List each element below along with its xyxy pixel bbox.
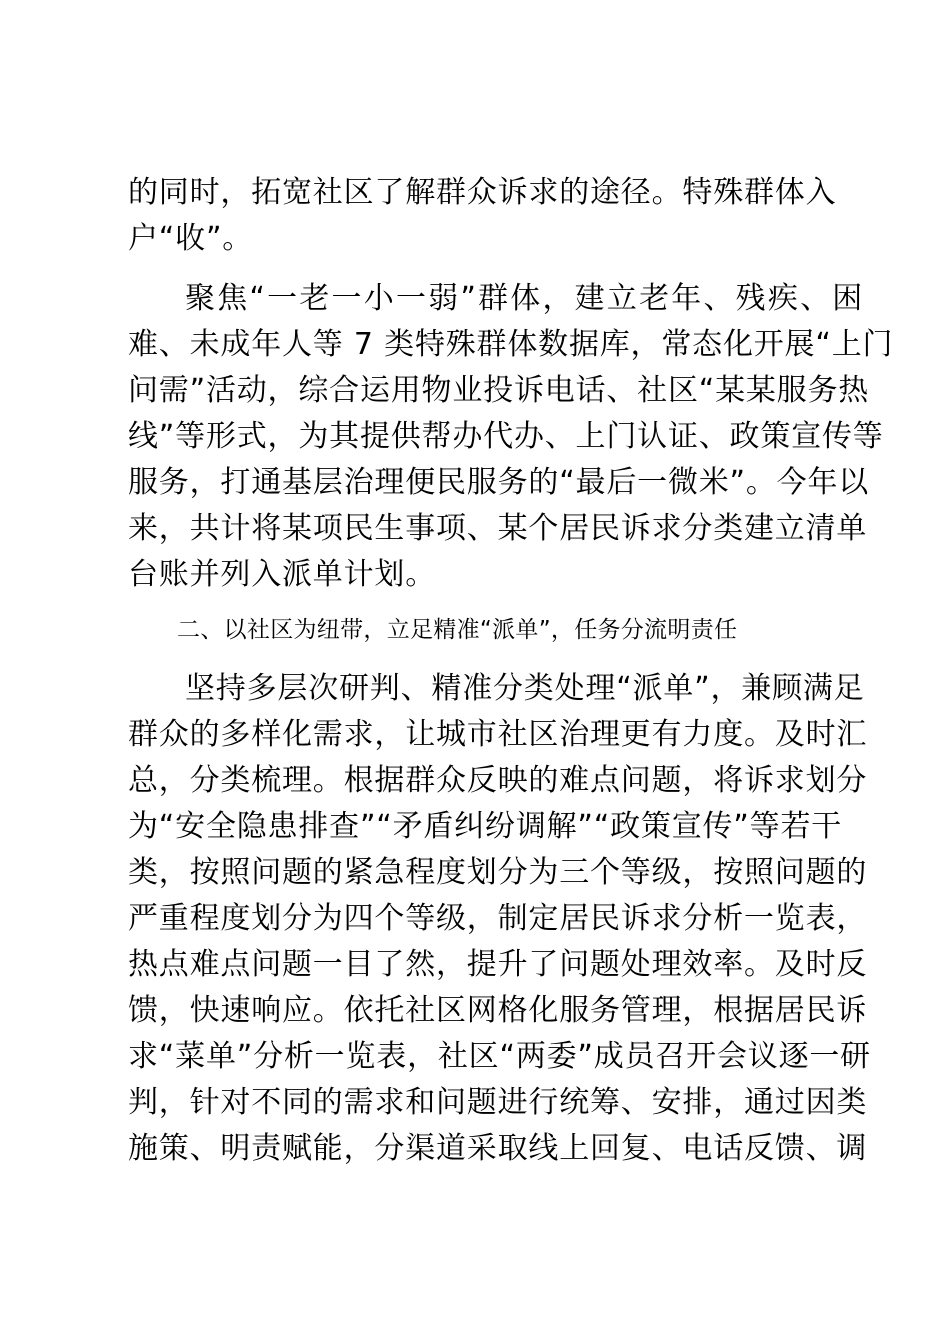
paragraph-line: 台账并列入派单计划。	[128, 557, 436, 592]
paragraph-line: 判，针对不同的需求和问题进行统筹、安排，通过因类	[128, 1085, 868, 1120]
paragraph-line: 问需”活动，综合运用物业投诉电话、社区“某某服务热	[128, 373, 870, 408]
paragraph-line: 热点难点问题一目了然，提升了问题处理效率。及时反	[128, 947, 868, 982]
paragraph-line: 群众的多样化需求，让城市社区治理更有力度。及时汇	[128, 717, 868, 752]
section-heading: 二、以社区为纽带，立足精准“派单”，任务分流明责任	[177, 617, 738, 643]
paragraph-line: 施策、明责赋能，分渠道采取线上回复、电话反馈、调	[128, 1131, 868, 1166]
paragraph-line: 严重程度划分为四个等级，制定居民诉求分析一览表，	[128, 901, 868, 936]
paragraph-line: 聚焦“一老一小一弱”群体，建立老年、残疾、困	[185, 281, 865, 316]
paragraph-line: 类，按照问题的紧急程度划分为三个等级，按照问题的	[128, 855, 868, 890]
paragraph-line: 户“收”。	[128, 221, 254, 256]
paragraph-line: 服务，打通基层治理便民服务的“最后一微米”。今年以	[128, 465, 870, 500]
paragraph-line: 坚持多层次研判、精准分类处理“派单”，兼顾满足	[185, 671, 865, 706]
paragraph-line: 馈，快速响应。依托社区网格化服务管理，根据居民诉	[128, 993, 868, 1028]
paragraph-line: 难、未成年人等 7 类特殊群体数据库，常态化开展“上门	[128, 327, 894, 362]
paragraph-line: 总，分类梳理。根据群众反映的难点问题，将诉求划分	[128, 763, 868, 798]
paragraph-line: 来，共计将某项民生事项、某个居民诉求分类建立清单	[128, 511, 868, 546]
paragraph-line: 为“安全隐患排查”“矛盾纠纷调解”“政策宣传”等若干	[128, 809, 843, 844]
paragraph-line: 求“菜单”分析一览表，社区“两委”成员召开会议逐一研	[128, 1039, 871, 1074]
paragraph-line: 的同时，拓宽社区了解群众诉求的途径。特殊群体入	[128, 175, 837, 210]
paragraph-line: 线”等形式，为其提供帮办代办、上门认证、政策宣传等	[128, 419, 884, 454]
